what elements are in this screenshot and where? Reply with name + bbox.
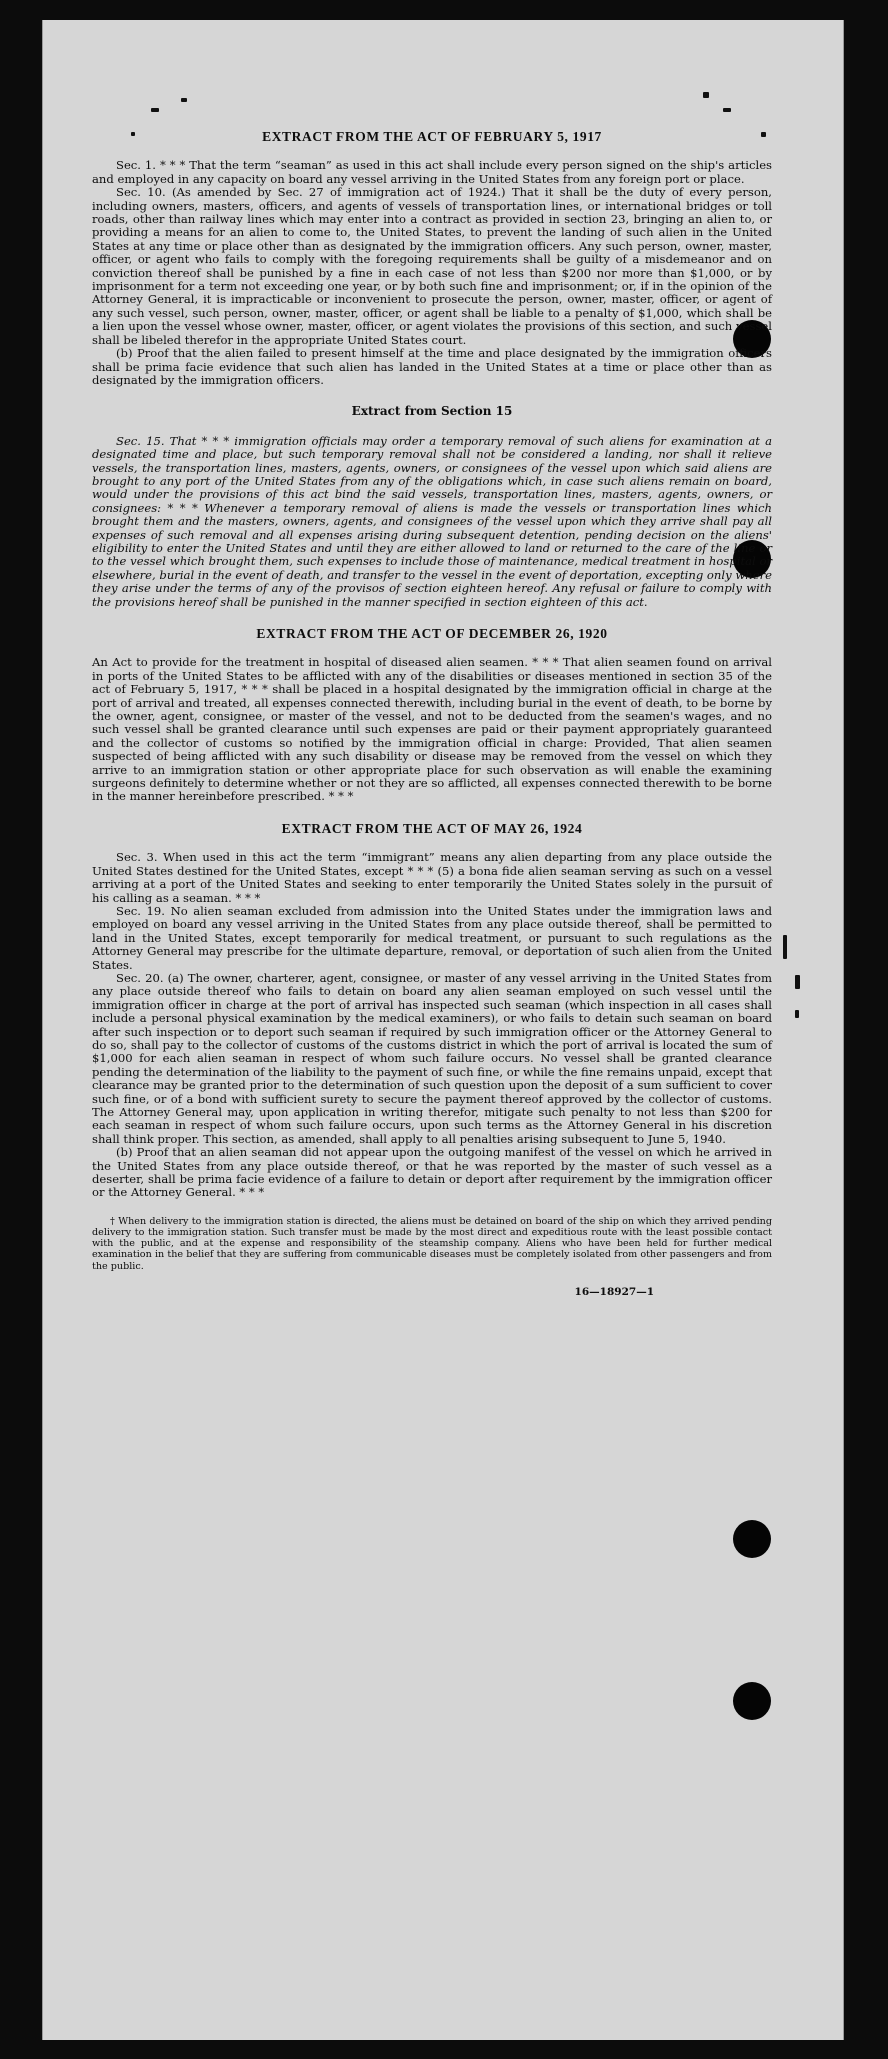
scan-speck [151, 108, 159, 112]
paragraph-sec-20-a: Sec. 20. (a) The owner, charterer, agent, consignee, or master of any vessel arriving in the United States from any place outside thereof who fails to detain on board any alien seaman employed on such vessel until the immigration officer in charge at the port of arrival has inspected such seaman (which inspection in all cases shall include a personal physical examination by the medical examiners), or who fails to detain such seaman on board after such inspection or to deport such seaman if required by such immigration officer or the Attorney General to do so, shall pay to the collector of customs of the customs district in which the port of arrival is located the sum of $1,000 for each alien seaman in respect of whom such failure occurs. No vessel shall be granted clearance pending the determination of the liability to the payment of such fine, or while the fine remains unpaid, except that clearance may be granted prior to the determination of such question upon the deposit of a sum sufficient to cover such fine, or of a bond with sufficient surety to secure the payment thereof approved by the collector of customs. The Attorney General may, upon application in writing therefor, mitigate such penalty to not less than $200 for each seaman in respect of whom such failure occurs, upon such terms as the Attorney General in his discretion shall think proper. This section, as amended, shall apply to all penalties arising subsequent to June 5, 1940. [92, 970, 772, 1146]
paragraph-sec-10-b: (b) Proof that the alien failed to present himself at the time and place designated by the immigration officers shall be prima facie evidence that such alien has landed in the United States at a time or place other than as designated by the immigration officers. [92, 346, 772, 387]
paragraph-sec-10: Sec. 10. (As amended by Sec. 27 of immigration act of 1924.) That it shall be the duty of every person, including owners, masters, officers, and agents of vessels of transportation lines, or international bridges or toll roads, other than railway lines which may enter into a contract as provided in section 23, bringing an alien to, or providing a means for an alien to come to, the United States, to prevent the landing of such alien in the United States at any time or place other than as designated by the immigration officers. Any such person, owner, master, officer, or agent who fails to comply with the foregoing requirements shall be guilty of a misdemeanor and on conviction thereof shall be punished by a fine in each case of not less than $200 nor more than $1,000, or by imprisonment for a term not exceeding one year, or by both such fine and imprisonment; or, if in the opinion of the Attorney General, it is impracticable or inconvenient to prosecute the person, owner, master, officer, or agent of any such vessel, such person, owner, master, officer, or agent shall be liable to a penalty of $1,000, which shall be a lien upon the vessel whose owner, master, officer, or agent violates the provisions of this section, and such vessel shall be libeled therefor in the appropriate United States court. [92, 185, 772, 347]
scan-speck [181, 98, 187, 102]
paragraph-sec-3: Sec. 3. When used in this act the term “immigrant” means any alien departing from any place outside the United States destined for the United States, except * * * (5) a bona fide alien seaman serving as such on a vessel arriving at a port of the United States and seeking to enter temporarily the United States solely in the pursuit of his calling as a seaman. * * * [92, 850, 772, 905]
subheading-section-15: Extract from Section 15 [351, 404, 513, 419]
scan-speck [783, 935, 787, 959]
section-heading-act-1924: EXTRACT FROM THE ACT OF MAY 26, 1924 [281, 820, 583, 836]
scan-speck [703, 92, 709, 98]
paragraph-sec-1: Sec. 1. * * * That the term “seaman” as used in this act shall include every person signed on the ship's articles and employed in any capacity on board any vessel arriving in the United States from any foreign port or place. [92, 158, 772, 186]
section-heading-act-1917: EXTRACT FROM THE ACT OF FEBRUARY 5, 1917 [262, 129, 602, 144]
paragraph-sec-20-b: (b) Proof that an alien seaman did not appear upon the outgoing manifest of the vessel on which he arrived in the United States from any place outside thereof, or that he was reported by the master of such vessel as a deserter, shall be prima facie evidence of a failure to detain or deport after requirement by the immigration officer or the Attorney General. * * * [92, 1145, 772, 1200]
paragraph-sec-19: Sec. 19. No alien seaman excluded from admission into the United States under the immigration laws and employed on board any vessel arriving in the United States from any place outside thereof, shall be permitted to land in the United States, except temporarily for medical treatment, or pursuant to such regulations as the Attorney General may prescribe for the ultimate departure, removal, or deportation of such alien from the United States. [92, 903, 772, 972]
section-heading-act-1920: EXTRACT FROM THE ACT OF DECEMBER 26, 1920 [256, 626, 608, 641]
footnote: † When delivery to the immigration station is directed, the aliens must be detained on board of the ship on which they arrived pending delivery to the immigration station. Such transfer must be made by the most direct and expeditious route with the least possible contact with the public, and at the expense and responsibility of the steamship company. Aliens who have been held for further medical examination in the belief that they are suffering from communicable diseases must be completely isolated from other passengers and from the public. [92, 1215, 772, 1272]
document-body [92, 130, 772, 1299]
paragraph-sec-15: Sec. 15. That * * * immigration officials may order a temporary removal of such aliens for examination at a designated time and place, but such temporary removal shall not be considered a landing, nor shall it relieve vessels, the transportation lines, masters, agents, owners, or consignees of the vessel upon which said aliens are brought to any port of the United States from any of the obligations which, in case such aliens remain on board, would under the provisions of this act bind the said vessels, transportation lines, masters, agents, owners, or consignees: * * * Whenever a temporary removal of aliens is made the vessels or transportation lines which brought them and the masters, owners, agents, and consignees of the vessel upon which they arrive shall pay all expenses of such removal and all expenses arising during subsequent detention, pending decision on the aliens' eligibility to enter the United States and until they are either allowed to land or returned to the care of the line or to the vessel which brought them, such expenses to include those of maintenance, medical treatment in hospital or elsewhere, burial in the event of death, and transfer to the vessel in the event of deportation, excepting only where they arise under the terms of any of the provisos of section eighteen hereof. Any refusal or failure to comply with the provisions hereof shall be punished in the manner specified in section eighteen of this act. [92, 433, 772, 609]
punch-hole [733, 1520, 771, 1558]
scan-speck [795, 975, 800, 989]
scan-speck [723, 108, 731, 112]
paragraph-act-1920: An Act to provide for the treatment in hospital of diseased alien seamen. * * * That alien seamen found on arrival in ports of the United States to be afflicted with any of the disabilities or diseases mentioned in section 35 of the act of February 5, 1917, * * * shall be placed in a hospital designated by the immigration official in charge at the port of arrival and treated, all expenses connected therewith, including burial in the event of death, to be borne by the owner, agent, consignee, or master of the vessel, and not to be deducted from the seamen's wages, and no such vessel shall be granted clearance until such expenses are paid or their payment appropriately guaranteed and the collector of customs so notified by the immigration official in charge: Provided, That alien seamen suspected of being afflicted with any such disability or disease may be removed from the vessel on which they arrive to an immigration station or other appropriate place for such observation as will enable the examining surgeons definitely to determine whether or not they are so afflicted, all expenses connected therewith to be borne in the manner hereinbefore prescribed. * * * [92, 655, 772, 804]
scan-speck [795, 1010, 799, 1018]
form-number: 16—18927—1 [574, 1285, 654, 1298]
punch-hole [733, 1682, 771, 1720]
